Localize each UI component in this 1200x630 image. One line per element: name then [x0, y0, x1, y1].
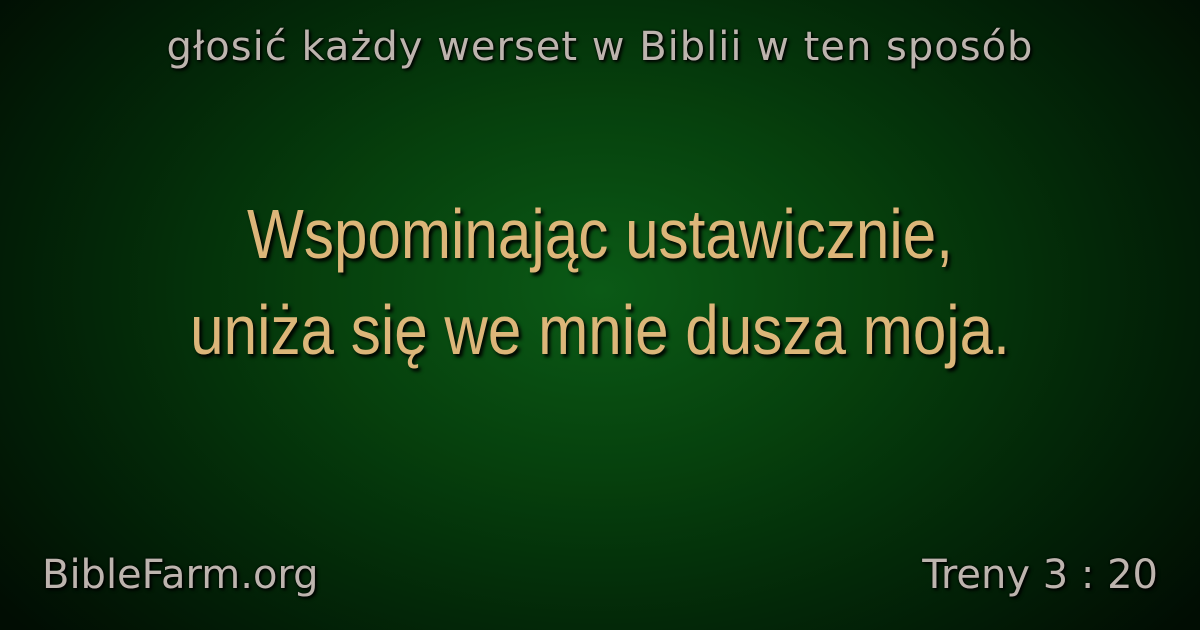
- verse-reference: Treny 3 : 20: [922, 552, 1158, 598]
- tagline: głosić każdy werset w Biblii w ten sposób: [166, 24, 1034, 70]
- site-name: BibleFarm.org: [42, 552, 319, 598]
- verse-line-2: uniża się we mnie dusza moja.: [190, 291, 1010, 369]
- verse-line-1: Wspominając ustawicznie,: [247, 195, 953, 273]
- verse-text: [84, 186, 1116, 378]
